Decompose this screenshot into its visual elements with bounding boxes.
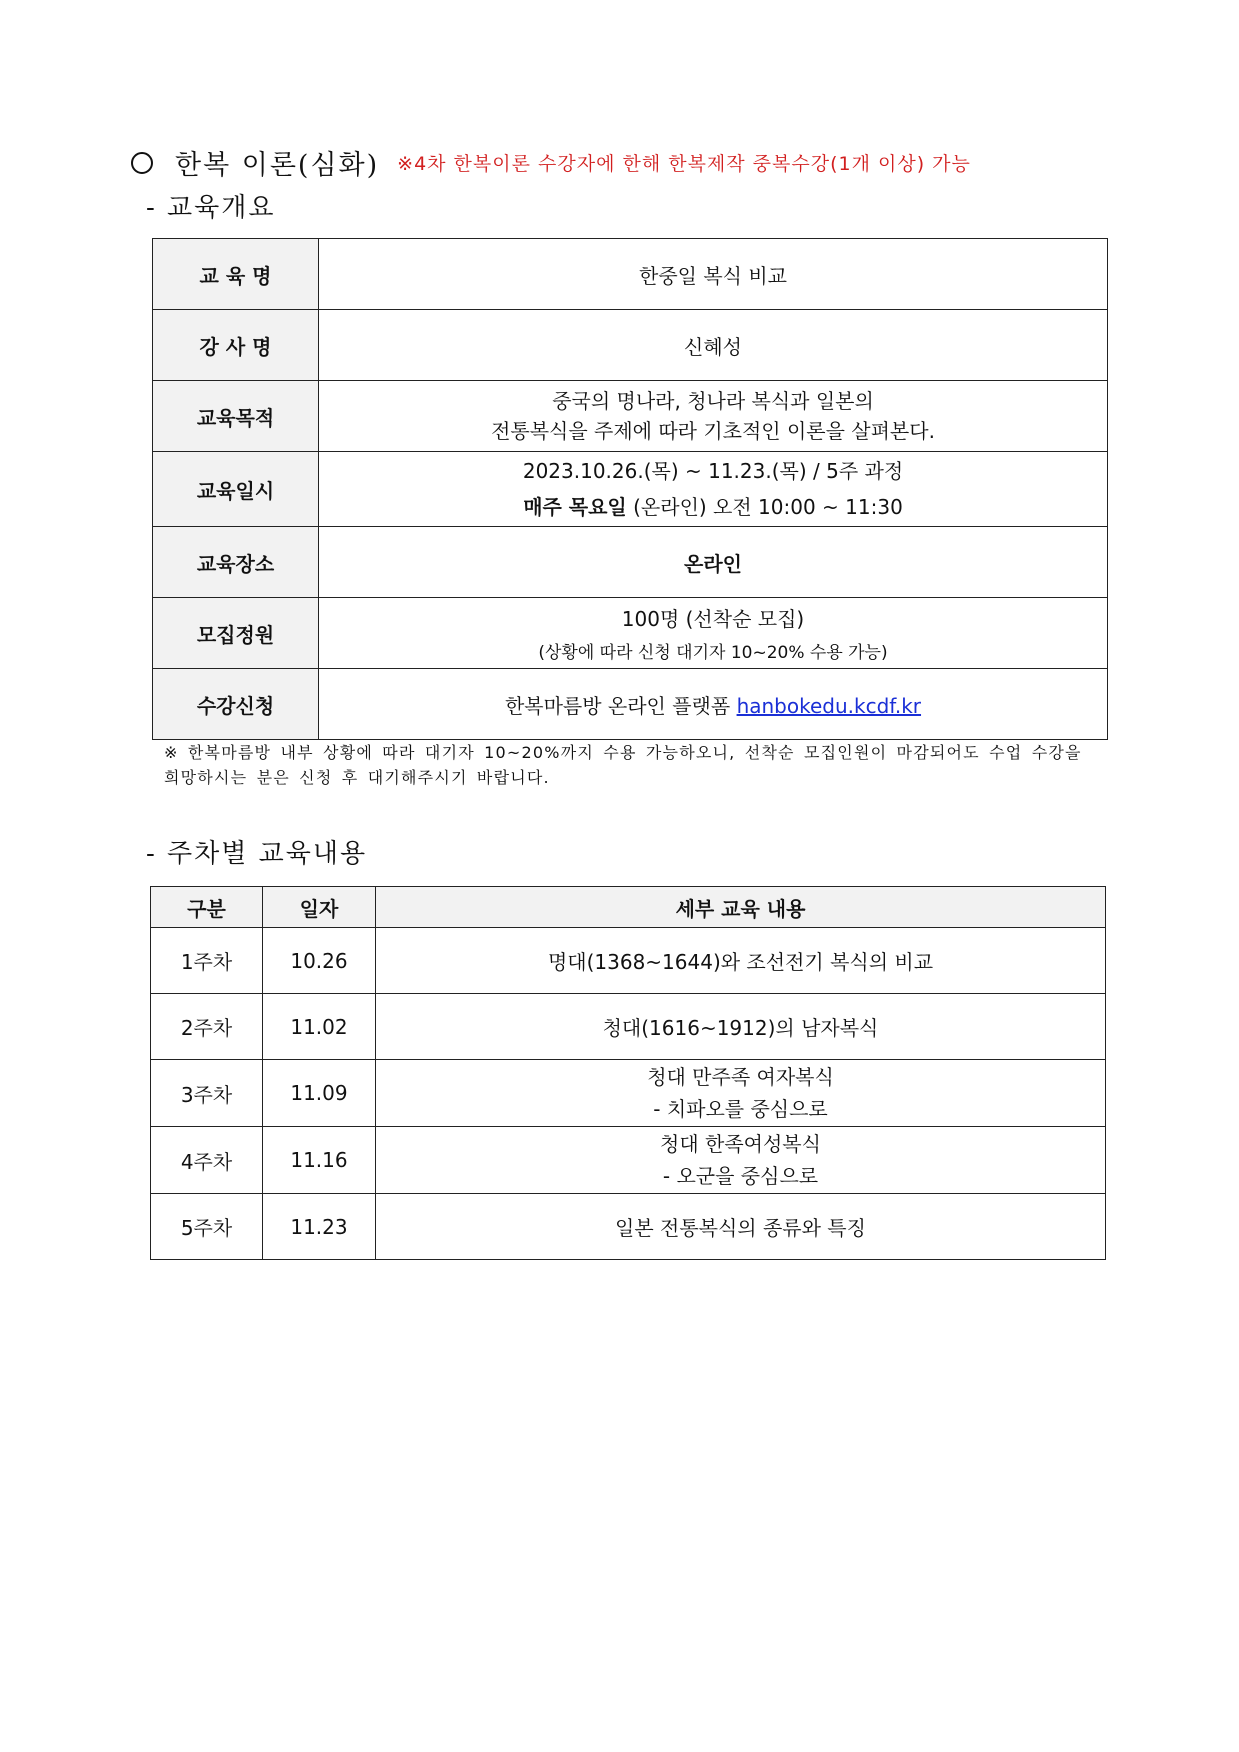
date-cell: 11.09	[263, 1060, 376, 1127]
date-cell: 11.23	[263, 1194, 376, 1260]
course-title: 한복 이론(심화)	[175, 150, 380, 181]
header-date: 일자	[263, 887, 376, 928]
table-row	[151, 1194, 1106, 1260]
apply-label: 수강신청	[153, 669, 319, 740]
table-row	[151, 928, 1106, 994]
table-row	[153, 452, 1108, 527]
header-week: 구분	[151, 887, 263, 928]
purpose-line-2: 전통복식을 주제에 따라 기초적인 이론을 살펴본다.	[491, 419, 935, 443]
circle-bullet-icon	[131, 152, 153, 174]
schedule-label: 교육일시	[153, 452, 319, 527]
edu-name-label: 교 육 명	[153, 239, 319, 310]
overview-table	[152, 238, 1108, 740]
table-row	[151, 1127, 1106, 1194]
date-cell: 10.26	[263, 928, 376, 994]
content-line-1: 청대 만주족 여자복식	[647, 1065, 834, 1089]
apply-value	[319, 669, 1108, 740]
schedule-value	[319, 452, 1108, 527]
instructor-label: 강 사 명	[153, 310, 319, 381]
purpose-value	[319, 381, 1108, 452]
week-cell: 2주차	[151, 994, 263, 1060]
content-cell: 청대(1616~1912)의 남자복식	[376, 994, 1106, 1060]
place-value: 온라인	[319, 527, 1108, 598]
weekly-table	[150, 886, 1106, 1260]
course-note: ※4차 한복이론 수강자에 한해 한복제작 중복수강(1개 이상) 가능	[397, 153, 971, 175]
header-content: 세부 교육 내용	[376, 887, 1106, 928]
instructor-value: 신혜성	[319, 310, 1108, 381]
apply-link[interactable]: hanbokedu.kcdf.kr	[736, 693, 922, 718]
schedule-line-2	[320, 489, 1106, 525]
content-line-1: 청대 한족여성복식	[660, 1132, 821, 1156]
content-cell	[376, 1127, 1106, 1194]
place-label: 교육장소	[153, 527, 319, 598]
table-row	[153, 239, 1108, 310]
table-row	[153, 527, 1108, 598]
week-cell: 5주차	[151, 1194, 263, 1260]
table-header-row	[151, 887, 1106, 928]
week-cell: 3주차	[151, 1060, 263, 1127]
table-row	[151, 1060, 1106, 1127]
date-cell: 11.02	[263, 994, 376, 1060]
table-row	[151, 994, 1106, 1060]
content-cell: 명대(1368~1644)와 조선전기 복식의 비교	[376, 928, 1106, 994]
week-cell: 1주차	[151, 928, 263, 994]
weekly-section-title: - 주차별 교육내용	[146, 839, 368, 869]
content-cell	[376, 1060, 1106, 1127]
table-row	[153, 381, 1108, 452]
table-row	[153, 669, 1108, 740]
week-cell: 4주차	[151, 1127, 263, 1194]
content-line-2: - 오군을 중심으로	[662, 1164, 819, 1188]
apply-text: 한복마름방 온라인 플랫폼	[504, 693, 731, 718]
table-row	[153, 598, 1108, 669]
capacity-value	[319, 598, 1108, 669]
capacity-line-1: 100명 (선착순 모집)	[621, 607, 805, 631]
table-row	[153, 310, 1108, 381]
footnote: ※ 한복마름방 내부 상황에 따라 대기자 10~20%까지 수용 가능하오니, 선착순 모집인원이 마감되어도 수업 수강을 희망하시는 분은 신청 후 대기해주시기 바랍니다.	[164, 743, 1082, 787]
schedule-day: 매주 목요일	[523, 495, 627, 519]
purpose-line-1: 중국의 명나라, 청나라 복식과 일본의	[552, 389, 874, 413]
overview-section-title: - 교육개요	[146, 193, 276, 223]
capacity-line-2: (상황에 따라 신청 대기자 10~20% 수용 가능)	[538, 643, 888, 663]
content-cell: 일본 전통복식의 종류와 특징	[376, 1194, 1106, 1260]
capacity-label: 모집정원	[153, 598, 319, 669]
schedule-line-1: 2023.10.26.(목) ~ 11.23.(목) / 5주 과정	[522, 459, 904, 483]
date-cell: 11.16	[263, 1127, 376, 1194]
section-heading	[131, 143, 971, 182]
content-line-2: - 치파오를 중심으로	[653, 1097, 828, 1121]
edu-name-value: 한중일 복식 비교	[319, 239, 1108, 310]
schedule-time: (온라인) 오전 10:00 ~ 11:30	[633, 495, 903, 519]
purpose-label: 교육목적	[153, 381, 319, 452]
